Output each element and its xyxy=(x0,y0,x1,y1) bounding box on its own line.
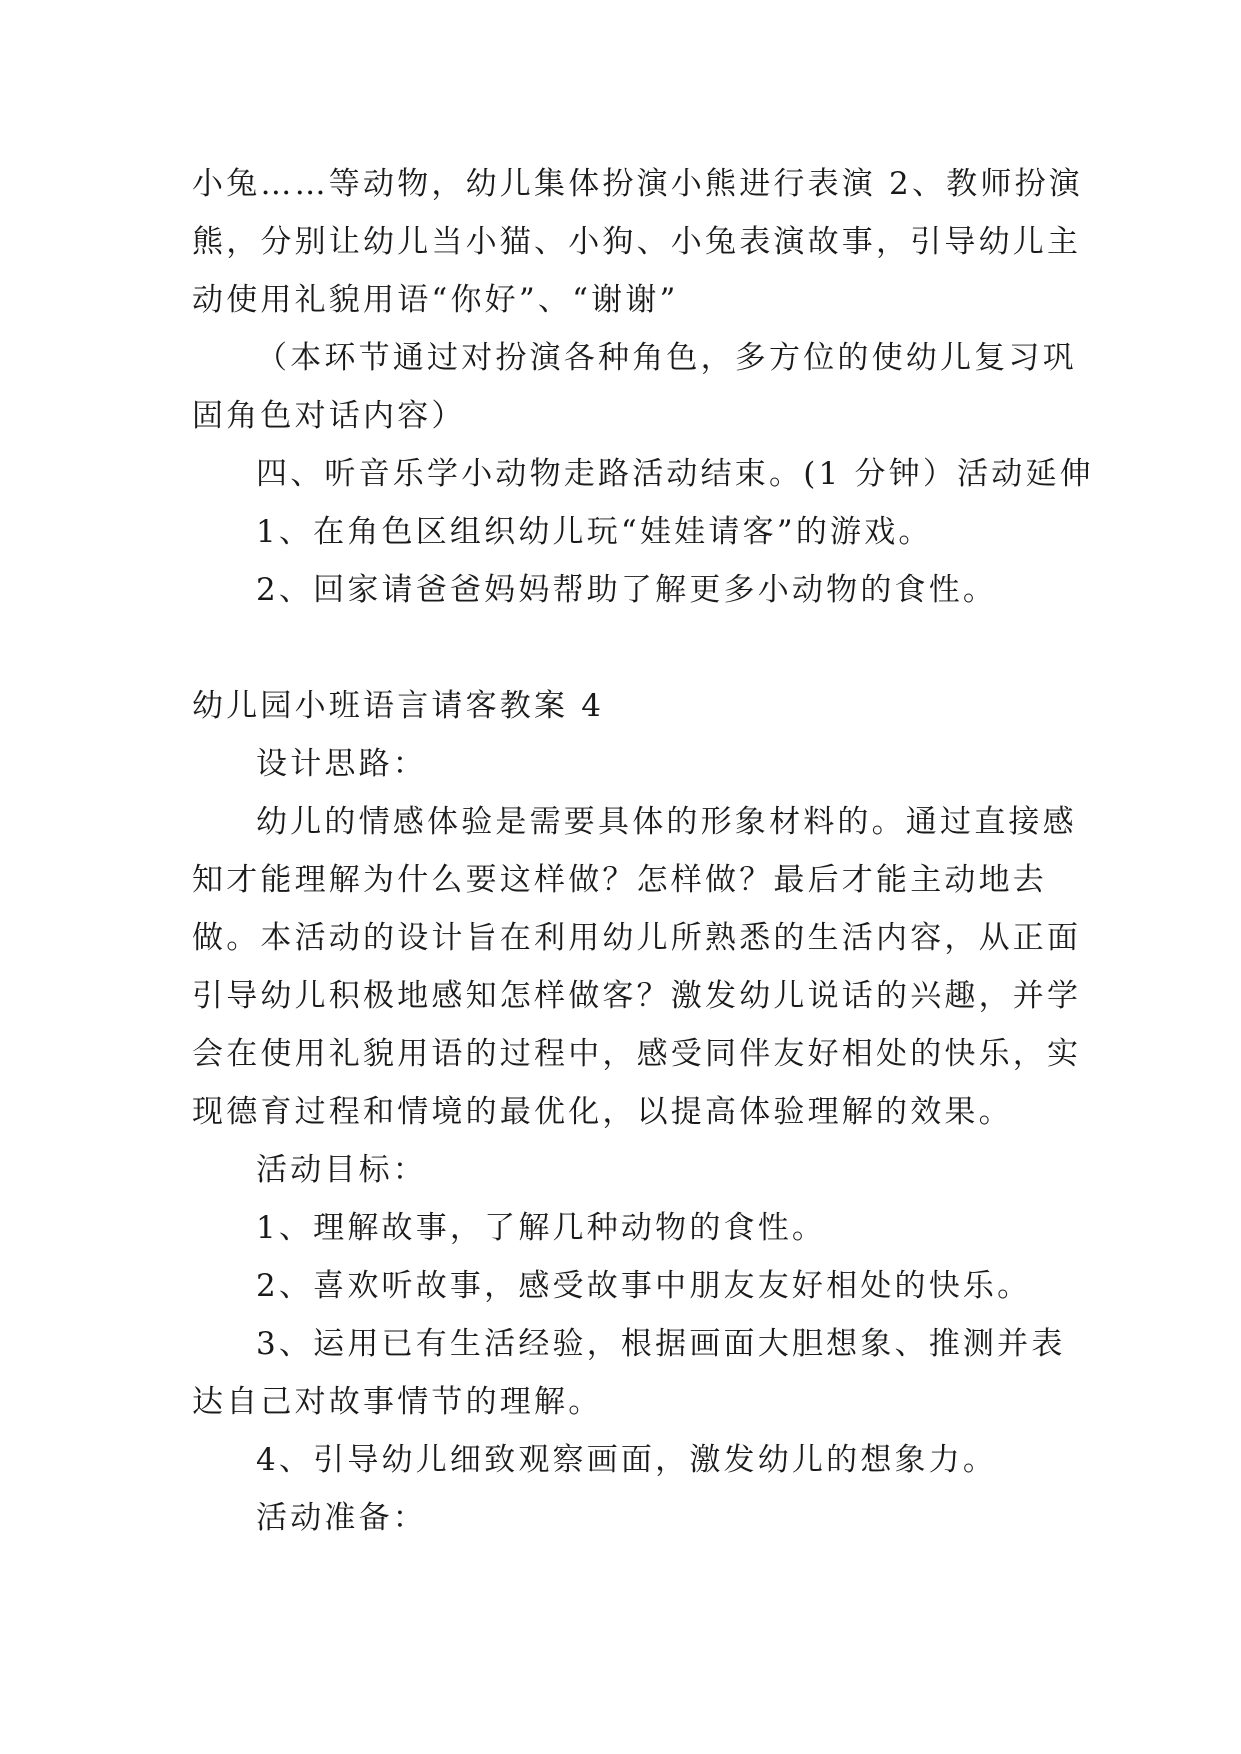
list-item: 3、运用已有生活经验，根据画面大胆想象、推测并表 xyxy=(256,1326,1066,1362)
list-item: 1、理解故事，了解几种动物的食性。 xyxy=(256,1210,827,1246)
text-line: 现德育过程和情境的最优化，以提高体验理解的效果。 xyxy=(192,1094,1013,1130)
text-line: 固角色对话内容） xyxy=(192,398,466,434)
text-line: 熊，分别让幼儿当小猫、小狗、小兔表演故事，引导幼儿主 xyxy=(192,224,1082,260)
text-line: 幼儿的情感体验是需要具体的形象材料的。通过直接感 xyxy=(256,804,1077,840)
text-line: 1、在角色区组织幼儿玩“娃娃请客”的游戏。 xyxy=(256,514,933,550)
text-line: 达自己对故事情节的理解。 xyxy=(192,1384,603,1420)
text-line: （本环节通过对扮演各种角色，多方位的使幼儿复习巩 xyxy=(256,340,1077,376)
text-line: 知才能理解为什么要这样做？怎样做？最后才能主动地去 xyxy=(192,862,1047,898)
text-line: 引导幼儿积极地感知怎样做客？激发幼儿说话的兴趣，并学 xyxy=(192,978,1082,1014)
section-title: 幼儿园小班语言请客教案 4 xyxy=(192,688,605,724)
text-line: 2、回家请爸爸妈妈帮助了解更多小动物的食性。 xyxy=(256,572,998,608)
text-line: 小兔……等动物，幼儿集体扮演小熊进行表演 2、教师扮演 xyxy=(192,166,1083,202)
list-item: 4、引导幼儿细致观察画面，激发幼儿的想象力。 xyxy=(256,1442,998,1478)
text-line: 动使用礼貌用语“你好”、“谢谢” xyxy=(192,282,679,318)
text-line: 四、听音乐学小动物走路活动结束。(1 分钟）活动延伸 xyxy=(256,456,1094,492)
list-item: 2、喜欢听故事，感受故事中朋友友好相处的快乐。 xyxy=(256,1268,1032,1304)
document-page xyxy=(192,155,1094,1547)
section-heading: 活动目标： xyxy=(256,1152,427,1188)
section-heading: 活动准备： xyxy=(256,1500,427,1536)
paragraph-spacer xyxy=(192,619,1052,677)
text-line: 做。本活动的设计旨在利用幼儿所熟悉的生活内容，从正面 xyxy=(192,920,1082,956)
section-heading: 设计思路： xyxy=(256,746,427,782)
text-line: 会在使用礼貌用语的过程中，感受同伴友好相处的快乐，实 xyxy=(192,1036,1082,1072)
